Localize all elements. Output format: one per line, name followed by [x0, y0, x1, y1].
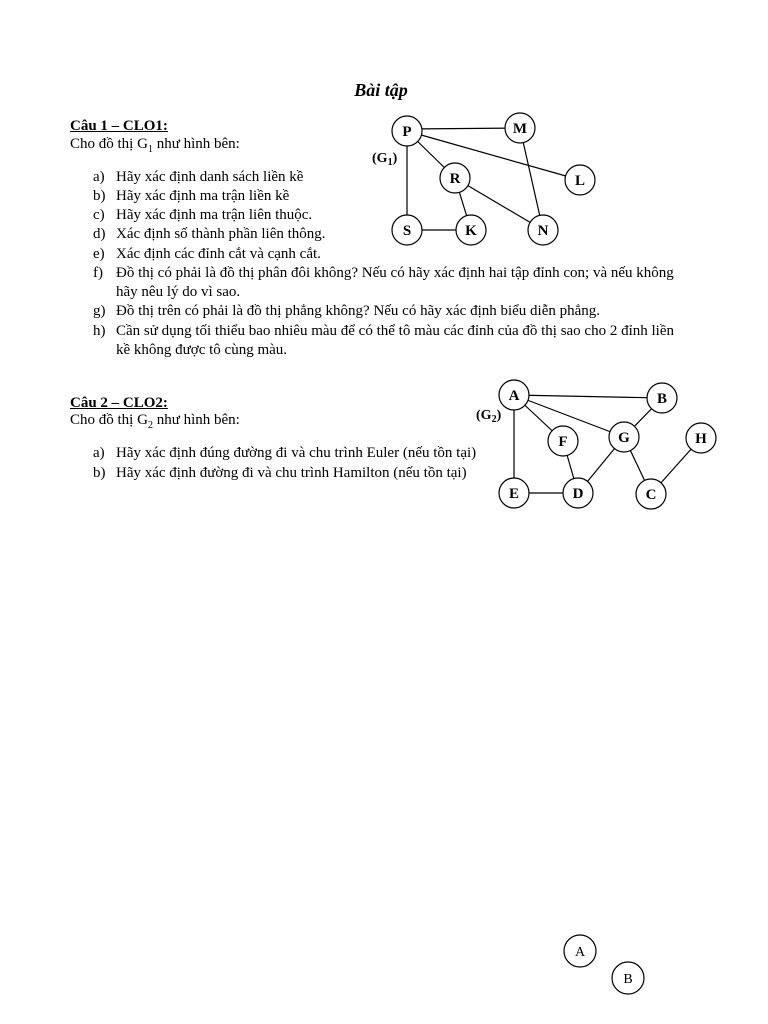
- q2-item-b-text: Hãy xác định đường đi và chu trình Hamilton (nếu tồn tại): [116, 465, 467, 481]
- node-N-label: N: [537, 223, 549, 239]
- node-F-label: F: [558, 434, 568, 450]
- node-H-label: H: [695, 431, 707, 447]
- q1-item-d-text: Xác định số thành phần liên thông.: [116, 226, 326, 242]
- q1-item-h-text: Cần sử dụng tối thiểu bao nhiêu màu để có thể tô màu các đỉnh của đồ thị sao cho 2 đỉnh liền: [116, 323, 675, 339]
- q2-intro-post: như hình bên:: [152, 412, 240, 428]
- stray-nodes: [550, 930, 650, 1000]
- q1-intro-pre: Cho đồ thị G: [70, 136, 148, 152]
- q1-item-f-label: f): [93, 265, 103, 281]
- q1-heading: Câu 1 – CLO1:: [70, 118, 168, 134]
- graph-g2-label: $(G_2)$: [476, 408, 502, 425]
- q1-item-d-label: d): [93, 226, 106, 242]
- node-B-label: B: [656, 391, 668, 407]
- node-D-label: D: [572, 486, 584, 502]
- node-M-label: M: [512, 121, 528, 137]
- q2-intro-pre: Cho đồ thị G: [70, 412, 148, 428]
- q1-intro-sub: 1: [147, 144, 153, 155]
- edge-P-L: [407, 131, 580, 180]
- node-P-label: P: [402, 124, 412, 140]
- node-L-label: L: [574, 173, 586, 189]
- q1-item-a-label: a): [93, 169, 105, 185]
- graph-g1: [360, 110, 610, 250]
- stray-node-B-label: B: [623, 972, 633, 987]
- stray-node-A-label: A: [574, 945, 586, 960]
- node-K-label: K: [465, 223, 477, 239]
- edge-M-N: [520, 128, 543, 230]
- q1-item-b-text: Hãy xác định ma trận liền kề: [116, 188, 290, 204]
- q2-item-a-label: a): [93, 445, 105, 461]
- graph-g1-label: $(G_1)$: [372, 151, 398, 168]
- q1-intro-post: như hình bên:: [152, 136, 240, 152]
- node-R-label: R: [449, 171, 461, 187]
- node-A-label: A: [508, 388, 520, 404]
- q1-item-e-label: e): [93, 246, 105, 262]
- q2-heading: Câu 2 – CLO2:: [70, 395, 168, 411]
- q2-item-b-label: b): [93, 465, 106, 481]
- q1-item-h-text-cont: kề không được tô cùng màu.: [116, 342, 288, 358]
- q2-item-a-text: Hãy xác định đúng đường đi và chu trình Euler (nếu tồn tại): [116, 445, 477, 461]
- page-title: Bài tập: [354, 80, 408, 100]
- q1-item-c-label: c): [93, 207, 105, 223]
- q1-item-f-text-cont: hãy nêu lý do vì sao.: [116, 284, 241, 300]
- edge-P-M: [407, 128, 520, 129]
- q2-intro-sub: 2: [147, 420, 153, 431]
- node-E-label: E: [508, 486, 520, 502]
- q1-item-b-label: b): [93, 188, 106, 204]
- edge-A-B: [514, 395, 662, 398]
- q1-item-g-text: Đồ thị trên có phải là đồ thị phẳng không? Nếu có hãy xác định biểu diễn phẳng.: [116, 303, 601, 319]
- q1-item-c-text: Hãy xác định ma trận liên thuộc.: [116, 207, 313, 223]
- q1-item-f-text: Đồ thị có phải là đồ thị phân đôi không? Nếu có hãy xác định hai tập đỉnh con; và nếu không: [116, 265, 674, 281]
- graph-g2: [470, 375, 730, 515]
- q1-item-g-label: g): [93, 303, 106, 319]
- q1-item-h-label: h): [93, 323, 106, 339]
- node-C-label: C: [645, 487, 657, 503]
- q1-intro: [70, 135, 240, 159]
- q1-item-a-text: Hãy xác định danh sách liền kề: [116, 169, 304, 185]
- q1-item-e-text: Xác định các đỉnh cắt và cạnh cắt.: [116, 246, 321, 262]
- q2-intro: [70, 411, 240, 435]
- node-S-label: S: [402, 223, 412, 239]
- node-G-label: G: [618, 430, 630, 446]
